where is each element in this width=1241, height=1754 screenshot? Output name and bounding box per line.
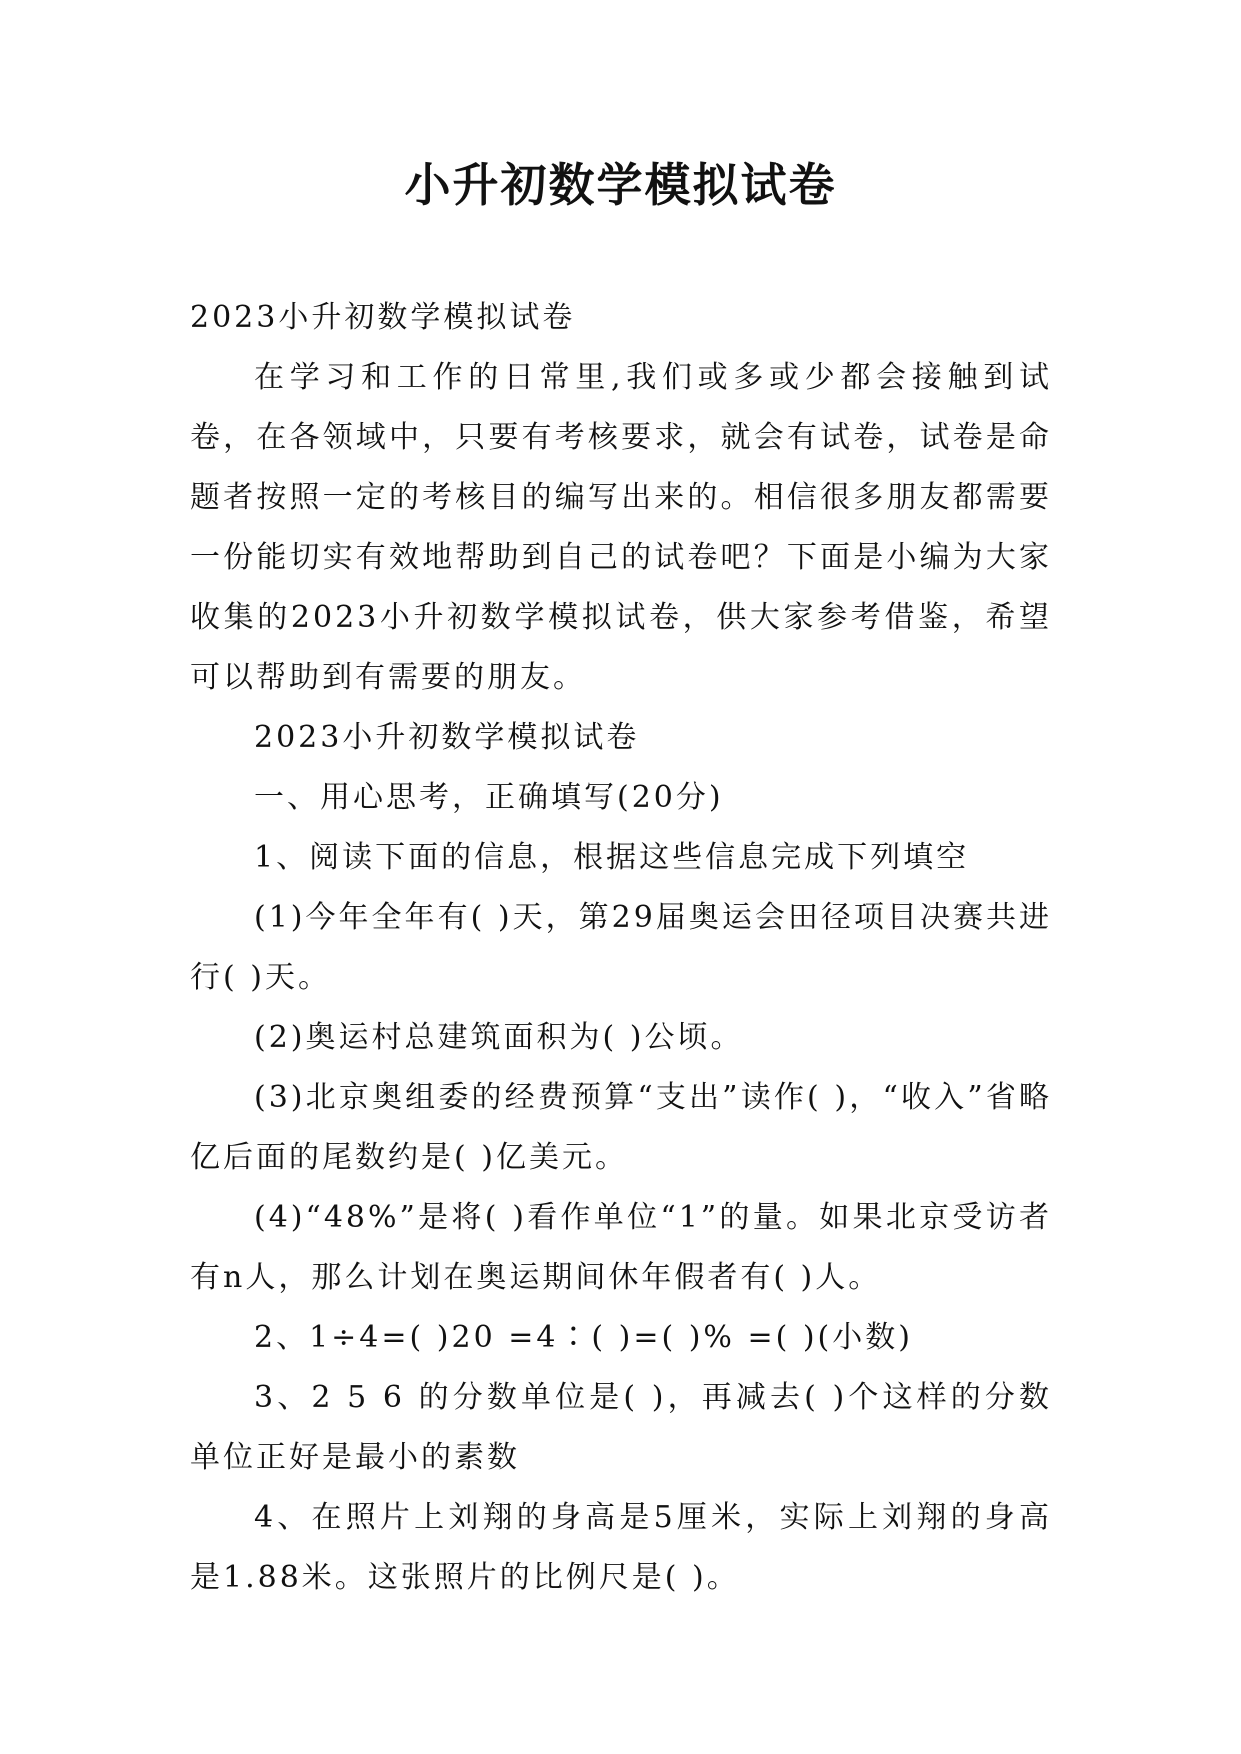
question-1-part-4: (4)“48%”是将( )看作单位“1”的量。如果北京受访者有n人，那么计划在奥运期间休年假者有( )人。	[190, 1200, 1052, 1295]
paragraph-exam-title: 2023小升初数学模拟试卷	[254, 720, 640, 755]
document-title: 小升初数学模拟试卷	[404, 158, 837, 212]
document-body	[190, 288, 1052, 1608]
paragraph-subtitle: 2023小升初数学模拟试卷	[190, 300, 576, 335]
question-1-part-2: (2)奥运村总建筑面积为( )公顷。	[254, 1020, 744, 1055]
question-3: 3、2 5 6 的分数单位是( )，再减去( )个这样的分数单位正好是最小的素数	[190, 1380, 1052, 1475]
paragraph-intro: 在学习和工作的日常里,我们或多或少都会接触到试卷，在各领域中，只要有考核要求，就会有试卷，试卷是命题者按照一定的考核目的编写出来的。相信很多朋友都需要一份能切实有效地帮助到自己的试卷吧？下面是小编为大家收集的2023小升初数学模拟试卷，供大家参考借鉴，希望可以帮助到有需要的朋友。	[190, 360, 1052, 695]
question-2: 2、1÷4=( )20 =4∶( )=( )% =( )(小数)	[254, 1320, 913, 1355]
question-4: 4、在照片上刘翔的身高是5厘米，实际上刘翔的身高是1.88米。这张照片的比例尺是( )。	[190, 1500, 1052, 1595]
section-heading: 一、用心思考，正确填写(20分)	[254, 780, 724, 815]
question-1: 1、阅读下面的信息，根据这些信息完成下列填空	[254, 840, 970, 875]
question-1-part-1: (1)今年全年有( )天，第29届奥运会田径项目决赛共进行( )天。	[190, 900, 1052, 995]
question-1-part-3: (3)北京奥组委的经费预算“支出”读作( )，“收入”省略亿后面的尾数约是( )亿美元。	[190, 1080, 1052, 1175]
